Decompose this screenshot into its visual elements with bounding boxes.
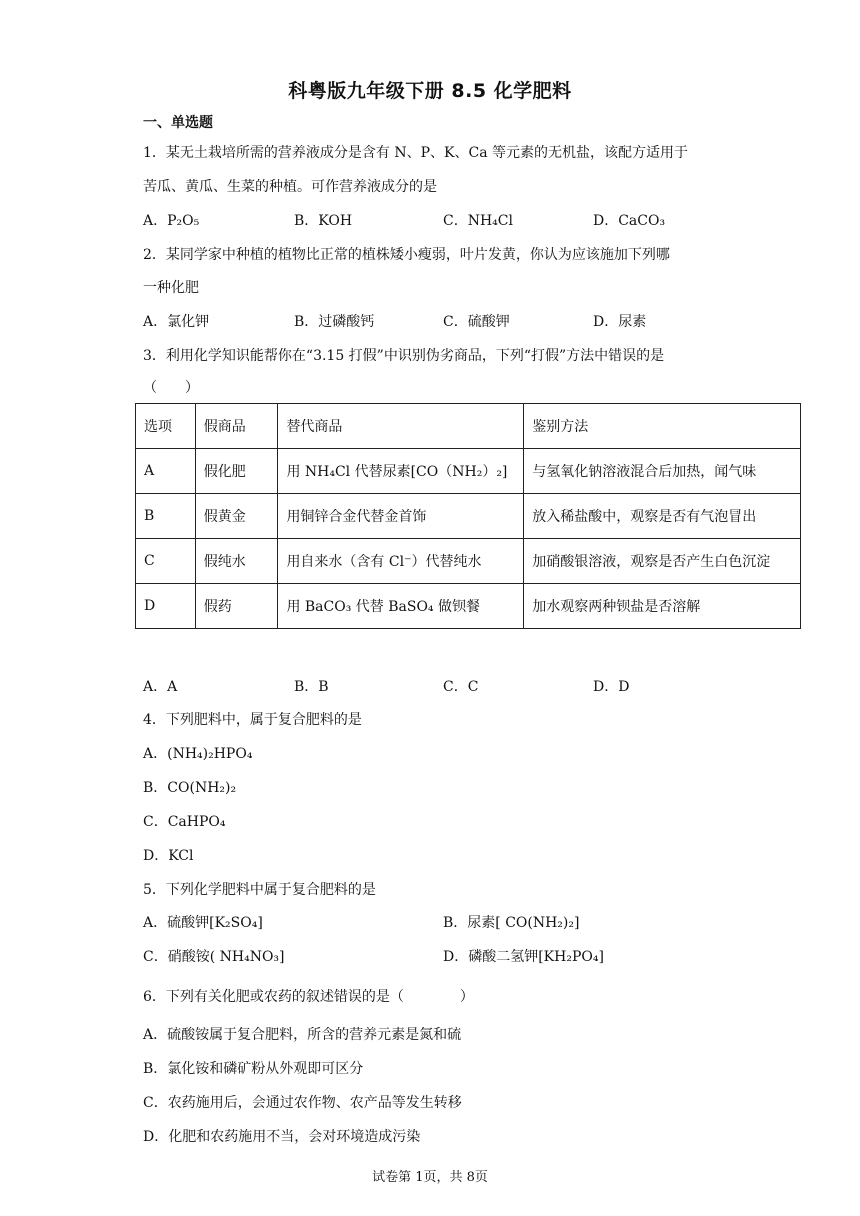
table-cell: 与氢氧化钠溶液混合后加热，闻气味 — [524, 449, 801, 494]
q2-stem-line1: 2．某同学家中种植的植物比正常的植株矮小瘦弱，叶片发黄，你认为应该施加下列哪 — [143, 247, 670, 263]
page-footer: 试卷第 1页，共 8页 — [372, 1170, 488, 1185]
q1-option-a: A．P₂O₅ — [143, 213, 200, 229]
q2-stem-line2: 一种化肥 — [143, 280, 199, 296]
table-cell: 放入稀盐酸中，观察是否有气泡冒出 — [524, 494, 801, 539]
q4-option-b: B．CO(NH₂)₂ — [143, 780, 237, 796]
table-header-cell: 替代商品 — [278, 404, 524, 449]
table-cell: 用 NH₄Cl 代替尿素[CO（NH₂）₂] — [278, 449, 524, 494]
table-row — [136, 449, 801, 494]
q6-option-d: D．化肥和农药施用不当，会对环境造成污染 — [143, 1129, 421, 1145]
table-row — [136, 494, 801, 539]
q5-option-d: D．磷酸二氢钾[KH₂PO₄] — [443, 949, 604, 965]
table-cell: B — [136, 494, 196, 539]
table-row — [136, 584, 801, 629]
q1-option-b: B．KOH — [294, 213, 353, 229]
q3-option-b: B．B — [294, 679, 329, 695]
table-cell: C — [136, 539, 196, 584]
table-cell: 假纯水 — [195, 539, 278, 584]
q3-option-c: C．C — [443, 679, 479, 695]
table-cell: 假药 — [195, 584, 278, 629]
q2-option-c: C．硫酸钾 — [443, 314, 510, 330]
q3-option-d: D．D — [593, 679, 630, 695]
page-title: 科粤版九年级下册 8.5 化学肥料 — [288, 80, 572, 102]
q2-option-a: A．氯化钾 — [143, 314, 210, 330]
table-cell: A — [136, 449, 196, 494]
table-header-cell: 选项 — [136, 404, 196, 449]
q3-table — [135, 403, 801, 629]
q1-stem-line2: 苦瓜、黄瓜、生菜的种植。可作营养液成分的是 — [143, 179, 437, 195]
table-header-cell: 假商品 — [195, 404, 278, 449]
q4-stem: 4．下列肥料中，属于复合肥料的是 — [143, 712, 362, 728]
q1-option-c: C．NH₄Cl — [443, 213, 513, 229]
q2-option-d: D．尿素 — [593, 314, 647, 330]
table-cell: 用铜锌合金代替金首饰 — [278, 494, 524, 539]
table-header-row — [136, 404, 801, 449]
table-cell: 用自来水（含有 Cl⁻）代替纯水 — [278, 539, 524, 584]
q2-option-b: B．过磷酸钙 — [294, 314, 375, 330]
q3-stem-line2: （ ） — [143, 380, 199, 396]
q5-option-c: C．硝酸铵( NH₄NO₃] — [143, 949, 285, 965]
table-cell: 加水观察两种钡盐是否溶解 — [524, 584, 801, 629]
table-cell: 假黄金 — [195, 494, 278, 539]
q5-option-a: A．硫酸钾[K₂SO₄] — [143, 915, 263, 931]
table-row — [136, 539, 801, 584]
section-heading: 一、单选题 — [143, 115, 213, 131]
q6-option-c: C．农药施用后，会通过农作物、农产品等发生转移 — [143, 1095, 462, 1111]
q5-stem: 5．下列化学肥料中属于复合肥料的是 — [143, 882, 376, 898]
q4-option-d: D．KCl — [143, 848, 194, 864]
q4-option-c: C．CaHPO₄ — [143, 814, 226, 830]
q5-option-b: B．尿素[ CO(NH₂)₂] — [443, 915, 580, 931]
q6-option-b: B．氯化铵和磷矿粉从外观即可区分 — [143, 1061, 364, 1077]
q6-option-a: A．硫酸铵属于复合肥料，所含的营养元素是氮和硫 — [143, 1027, 462, 1043]
q1-option-d: D．CaCO₃ — [593, 213, 666, 229]
table-cell: 用 BaCO₃ 代替 BaSO₄ 做钡餐 — [278, 584, 524, 629]
q3-option-a: A．A — [143, 679, 178, 695]
table-header-cell: 鉴别方法 — [524, 404, 801, 449]
table-cell: D — [136, 584, 196, 629]
table-cell: 加硝酸银溶液，观察是否产生白色沉淀 — [524, 539, 801, 584]
q6-stem: 6．下列有关化肥或农药的叙述错误的是（ ） — [143, 989, 474, 1005]
q1-stem-line1: 1．某无土栽培所需的营养液成分是含有 N、P、K、Ca 等元素的无机盐，该配方适用于 — [143, 145, 688, 161]
q3-stem-line1: 3．利用化学知识能帮你在“3.15 打假”中识别伪劣商品，下列“打假”方法中错误的是 — [143, 348, 665, 364]
q4-option-a: A．(NH₄)₂HPO₄ — [143, 746, 253, 762]
table-cell: 假化肥 — [195, 449, 278, 494]
